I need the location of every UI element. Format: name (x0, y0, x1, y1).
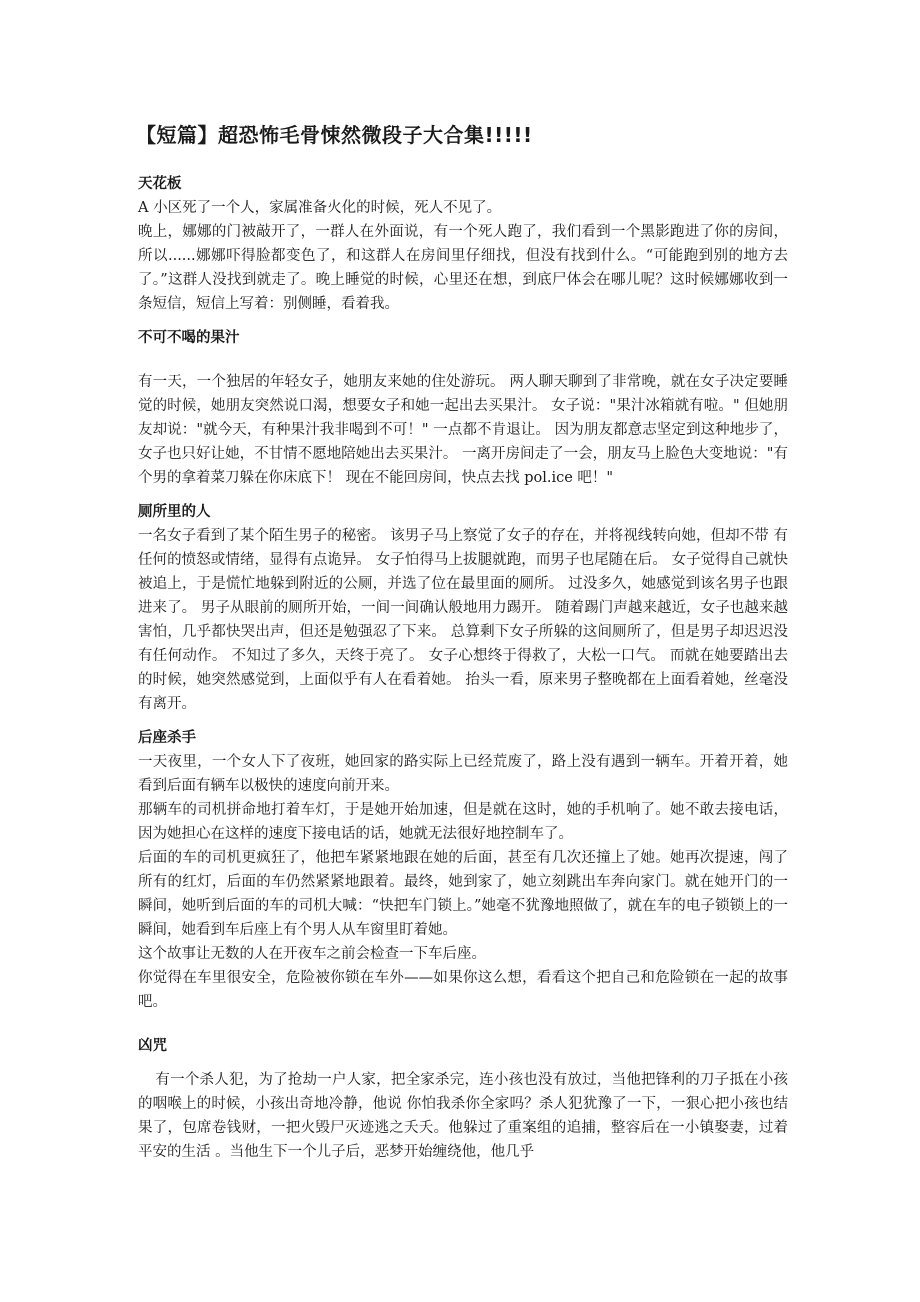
paragraph: 你觉得在车里很安全，危险被你锁在车外——如果你这么想，看看这个把自己和危险锁在一起的故事吧。 (138, 970, 788, 1010)
paragraph: 后面的车的司机更疯狂了，他把车紧紧地跟在她的后面，甚至有几次还撞上了她。她再次提速，闯了所有的红灯，后面的车仍然紧紧地跟着。最终，她到家了，她立刻跳出车奔向家门。就在她开门的一瞬间，她听到后面的车的司机大喊：“快把车门锁上。”她毫不犹豫地照做了，就在车的电子锁锁上的一瞬间，她看到车后座上有个男人从车窗里盯着她。 (138, 850, 788, 938)
paragraph: 这个故事让无数的人在开夜车之前会检查一下车后座。 (138, 946, 486, 962)
paragraph: 有一天，一个独居的年轻女子，她朋友来她的住处游玩。 两人聊天聊到了非常晚，就在女子决定要睡觉的时候，她朋友突然说口渴，想要女子和她一起出去买果汁。 女子说："果汁冰箱就有啦。" 但她朋友却说："就今天，有种果汁我非喝到不可！" 一点都不肯退让。 因为朋友都意志坚定到这种地步了，女子也只好让她，不甘情不愿地陪她出去买果汁。 一离开房间走了一会，朋友马上脸色大变地说："有个男的拿着菜刀躲在你床底下！ 现在不能回房间，快点去找 pol.ice 吧！" (138, 374, 788, 486)
document-title: 【短篇】超恐怖毛骨悚然微段子大合集!!!!! (136, 123, 533, 147)
document-page (138, 118, 788, 1164)
section-title-restroom: 厕所里的人 (138, 504, 211, 520)
paragraph: A 小区死了一个人，家属准备火化的时候，死人不见了。 (138, 200, 502, 216)
paragraph: 晚上，娜娜的门被敲开了，一群人在外面说，有一个死人跑了，我们看到一个黑影跑进了你的房间，所以......娜娜吓得脸都变色了，和这群人在房间里仔细找，但没有找到什么。“可能跑到别的地方去了。”这群人没找到就走了。晚上睡觉的时候，心里还在想，到底尸体会在哪儿呢？这时候娜娜收到一条短信，短信上写着：别侧睡，看着我。 (138, 224, 788, 312)
paragraph: 一天夜里，一个女人下了夜班，她回家的路实际上已经荒废了，路上没有遇到一辆车。开着开着，她看到后面有辆车以极快的速度向前开来。 (138, 754, 788, 794)
paragraph: 一名女子看到了某个陌生男子的秘密。 该男子马上察觉了女子的存在，并将视线转向她，但却不带 有任何的愤怒或情绪，显得有点诡异。 女子怕得马上拔腿就跑，而男子也尾随在后。 女子觉得自己就快被追上，于是慌忙地躲到附近的公厕，并选了位在最里面的厕所。 过没多久，她感觉到该名男子也跟进来了。 男子从眼前的厕所开始，一间一间确认般地用力踢开。 随着踢门声越来越近，女子也越来越害怕，几乎都快哭出声，但还是勉强忍了下来。 总算剩下女子所躲的这间厕所了，但是男子却迟迟没有任何动作。 不知过了多久，天终于亮了。 女子心想终于得救了，大松一口气。 而就在她要踏出去的时候，她突然感觉到，上面似乎有人在看着她。 抬头一看，原来男子整晚都在上面看着她，丝毫没有离开。 (138, 528, 788, 712)
section-title-backseat-killer: 后座杀手 (138, 730, 196, 746)
section-title-ceiling: 天花板 (138, 176, 182, 192)
section-title-juice: 不可不喝的果汁 (138, 330, 240, 346)
paragraph: 那辆车的司机拼命地打着车灯，于是她开始加速，但是就在这时，她的手机响了。她不敢去接电话，因为她担心在这样的速度下接电话的话，她就无法很好地控制车了。 (138, 802, 788, 842)
paragraph: 有一个杀人犯，为了抢劫一户人家，把全家杀完，连小孩也没有放过，当他把锋利的刀子抵在小孩的咽喉上的时候，小孩出奇地冷静，他说 你怕我杀你全家吗？杀人犯犹豫了一下，一狠心把小孩也结果了，包席卷钱财，一把火毁尸灭迹逃之夭夭。他躲过了重案组的追捕，整容后在一小镇娶妻，过着平安的生活 。当他生下一个儿子后，恶梦开始缠绕他，他几乎 (138, 1072, 788, 1160)
section-title-curse: 凶咒 (138, 1038, 167, 1054)
